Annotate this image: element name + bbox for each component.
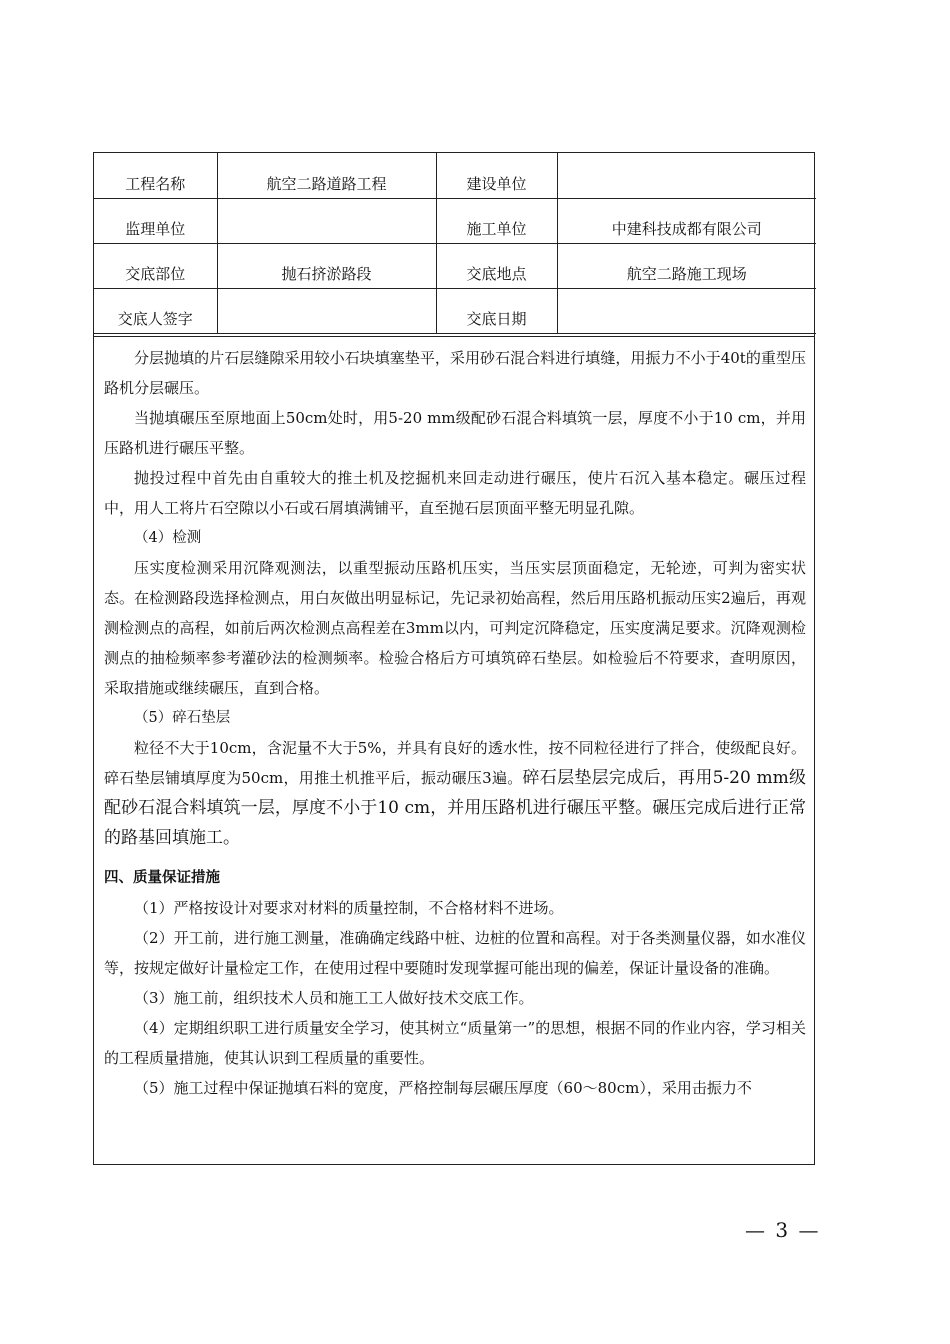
paragraph-layer-filling: 分层抛填的片石层缝隙采用较小石块填塞垫平，采用砂石混合料进行填缝，用振力不小于40t的重型压路机分层碾压。 <box>104 349 806 397</box>
label-contractor: 施工单位 <box>436 198 557 243</box>
quality-item-5: （5）施工过程中保证抛填石料的宽度，严格控制每层碾压厚度（60～80cm），采用击振力不 <box>134 1079 752 1097</box>
value-construction-owner <box>557 153 816 198</box>
table-row <box>94 153 816 198</box>
table-row <box>94 243 816 288</box>
disclosure-form <box>93 152 815 1165</box>
section-gravel-cushion-title: （5）碎石垫层 <box>134 710 231 726</box>
paragraph-gravel-layer: 当抛填碾压至原地面上50cm处时，用5-20 mm级配砂石混合料填筑一层，厚度不小于10 cm，并用压路机进行碾压平整。 <box>104 409 806 457</box>
value-supervision-unit <box>217 198 436 243</box>
quality-item-4: （4）定期组织职工进行质量安全学习，使其树立“质量第一”的思想，根据不同的作业内容，学习相关的工程质量措施，使其认识到工程质量的重要性。 <box>104 1019 806 1067</box>
disclosure-content <box>94 336 814 1164</box>
table-row <box>94 288 816 333</box>
label-construction-owner: 建设单位 <box>436 153 557 198</box>
label-disclosure-part: 交底部位 <box>94 243 217 288</box>
label-disclosure-date: 交底日期 <box>436 288 557 333</box>
quality-item-2: （2）开工前，进行施工测量，准确确定线路中桩、边桩的位置和高程。对于各类测量仪器，如水准仪等，按规定做好计量检定工作，在使用过程中要随时发现掌握可能出现的偏差，保证计量设备的准确。 <box>104 929 806 977</box>
label-project-name: 工程名称 <box>94 153 217 198</box>
value-contractor: 中建科技成都有限公司 <box>557 198 816 243</box>
value-discloser-signature <box>217 288 436 333</box>
label-supervision-unit: 监理单位 <box>94 198 217 243</box>
page-number: — 3 — <box>745 1218 821 1242</box>
section-quality-heading: 四、质量保证措施 <box>104 870 220 886</box>
gravel-cushion-followup: 碎石层垫层完成后，再用5-20 mm级配砂石混合料填筑一层，厚度不小于10 cm，并用压路机进行碾压平整。碾压完成后进行正常的路基回填施工。 <box>104 768 806 848</box>
label-discloser-signature: 交底人签字 <box>94 288 217 333</box>
value-disclosure-location: 航空二路施工现场 <box>557 243 816 288</box>
value-disclosure-part: 抛石挤淤路段 <box>217 243 436 288</box>
value-project-name: 航空二路道路工程 <box>217 153 436 198</box>
label-disclosure-location: 交底地点 <box>436 243 557 288</box>
section-inspection-title: （4）检测 <box>134 530 202 546</box>
gravel-cushion-spec: 粒径不大于10cm，含泥量不大于5%，并具有良好的透水性，按不同粒径进行了拌合，使级配良好。碎石垫层铺填厚度为50cm，用推土机推平后，振动碾压3遍。 <box>104 739 806 787</box>
paragraph-gravel-cushion <box>104 733 806 853</box>
paragraph-rolling-process: 抛投过程中首先由自重较大的推土机及挖掘机来回走动进行碾压，使片石沉入基本稳定。碾压过程中，用人工将片石空隙以小石或石屑填满铺平，直至抛石层顶面平整无明显孔隙。 <box>104 469 806 517</box>
quality-item-3: （3）施工前，组织技术人员和施工工人做好技术交底工作。 <box>134 989 534 1007</box>
value-disclosure-date <box>557 288 816 333</box>
quality-item-1: （1）严格按设计对要求对材料的质量控制，不合格材料不进场。 <box>134 899 564 917</box>
paragraph-inspection: 压实度检测采用沉降观测法，以重型振动压路机压实，当压实层顶面稳定，无轮迹，可判为密实状态。在检测路段选择检测点，用白灰做出明显标记，先记录初始高程，然后用压路机振动压实2遍后，再观测检测点的高程，如前后两次检测点高程差在3mm以内，可判定沉降稳定，压实度满足要求。沉降观测检测点的抽检频率参考灌砂法的检测频率。检验合格后方可填筑碎石垫层。如检验后不符要求，查明原因，采取措施或继续碾压，直到合格。 <box>104 559 806 697</box>
header-table <box>94 153 816 334</box>
table-row <box>94 198 816 243</box>
